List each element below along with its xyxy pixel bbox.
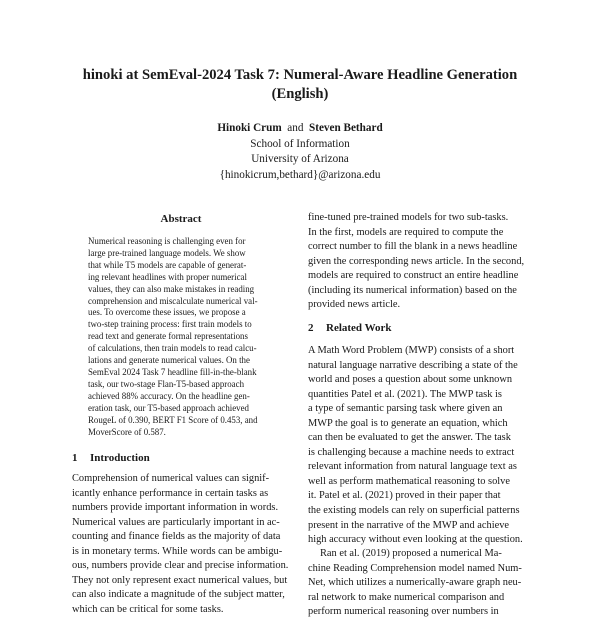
intro-line: numbers provide important information in words. [72,502,279,514]
section-title: Introduction [90,452,150,464]
abstract-line: large pre-trained language models. We show [88,247,246,258]
related-line: well as perform mathematical reasoning to solve [308,475,510,487]
continuation-line: models are required to construct an entire headline [308,270,519,282]
section-number: 2 [308,322,314,334]
related-line: it. Patel et al. (2021) proved in their paper that [308,490,501,502]
abstract-line: that while T5 models are capable of generat- [88,259,247,270]
abstract-line: RougeL of 0.390, BERT F1 Score of 0.453, and [88,414,258,425]
related-line: present in the narrative of the MWP and achieve [308,519,509,531]
related-line: the existing models can rely on superficial patterns [308,505,520,517]
author-emails: {hinokicrum,bethard}@arizona.edu [219,168,381,181]
author-block [0,121,600,183]
continuation-line: (including its numerical information) based on the [308,284,517,296]
abstract-line: of calculations, then train models to read calcu- [88,343,257,354]
author-conjunction: and [287,122,304,134]
related-line: relevant information from natural language text as [308,461,517,473]
abstract-line: Numerical reasoning is challenging even for [88,236,246,246]
intro-line: They not only represent exact numerical values, but [72,574,288,586]
intro-line: icantly enhance performance in certain tasks as [72,487,269,499]
related-line: Ran et al. (2019) proposed a numerical Ma- [320,548,502,559]
intro-line: which can be critical for some tasks. [72,603,224,615]
continuation-line: In the first, models are required to compute the [308,226,504,238]
abstract-body [88,236,274,438]
intro-line: counting and finance fields as the majority of data [72,531,281,543]
intro-line: Comprehension of numerical values can signif- [72,473,270,484]
intro-line: can also indicate a magnitude of the subject matter, [72,589,285,601]
intro-line: Numerical values are particularly important in ac- [72,516,280,528]
related-line: high accuracy without even looking at the question. [308,534,523,546]
abstract-line: achieved 88% accuracy. On the headline gen- [88,390,250,401]
abstract-line: comprehension and miscalculate numerical val- [88,295,258,306]
abstract-line: read text and generate formal representations [88,331,248,342]
author-1: Hinoki Crum [217,122,282,134]
related-line: Net, which utilizes a numerically-aware graph neu- [308,577,522,589]
related-line: ral network to make numerical comparison and [308,591,505,603]
abstract-line: task, our two-stage Flan-T5-based approach [88,378,245,389]
related-line: perform numerical reasoning over numbers in [308,606,499,618]
affiliation-university: University of Arizona [251,153,349,165]
related-line: world and poses a question about some unknown [308,374,513,386]
related-line: quantities Patel et al. (2021). The MWP task is [308,388,502,400]
abstract-line: ing relevant headlines with proper numerical [88,271,247,282]
continuation-line: fine-tuned pre-trained models for two sub-tasks. [308,212,509,223]
author-names [0,121,600,137]
introduction-body [72,472,296,617]
right-column-continuation [308,211,534,313]
abstract-heading: Abstract [160,213,202,225]
affiliation-department: School of Information [250,137,350,150]
title-line-2: (English) [271,86,329,102]
related-line: a type of semantic parsing task where given an [308,403,503,415]
section-heading-introduction [72,452,150,464]
intro-line: is in monetary terms. While words can be ambigu- [72,545,283,557]
related-work-paragraph-1 [308,344,534,548]
related-line: A Math Word Problem (MWP) consists of a short [308,345,515,356]
related-line: MWP the goal is to generate an equation, which [308,417,508,429]
continuation-line: given the corresponding news article. In the second, [308,255,525,267]
related-line: can then be evaluated to get the answer. The task [308,432,511,444]
abstract-line: two-step training process: first train models to [88,319,252,330]
author-2: Steven Bethard [309,122,383,134]
abstract-line: SemEval 2024 Task 7 headline fill-in-the-blank [88,366,257,377]
abstract-line: eration task, our T5-based approach achieved [88,402,249,413]
related-line: is challenging because a machine needs to extract [308,446,515,458]
title-line-1: hinoki at SemEval-2024 Task 7: Numeral-Aware Headline Generation [82,67,518,83]
continuation-line: provided news article. [308,299,401,311]
abstract-line: values, they can also make mistakes in reading [88,283,255,294]
abstract-line: ues. To overcome these issues, we propose a [88,307,246,318]
section-title: Related Work [326,322,392,334]
related-line: natural language narrative describing a state of the [308,359,518,371]
related-line: chine Reading Comprehension model named Num- [308,562,522,574]
intro-line: ous, numbers provide clear and precise information. [72,560,289,572]
section-number: 1 [72,452,78,464]
abstract-line: MoverScore of 0.587. [88,426,166,437]
abstract-line: lations and generate numerical values. On the [88,355,250,366]
continuation-line: correct number to fill the blank in a news headline [308,241,518,253]
paper-title [0,66,600,104]
section-heading-related-work [308,322,392,334]
related-work-paragraph-2 [308,547,534,620]
